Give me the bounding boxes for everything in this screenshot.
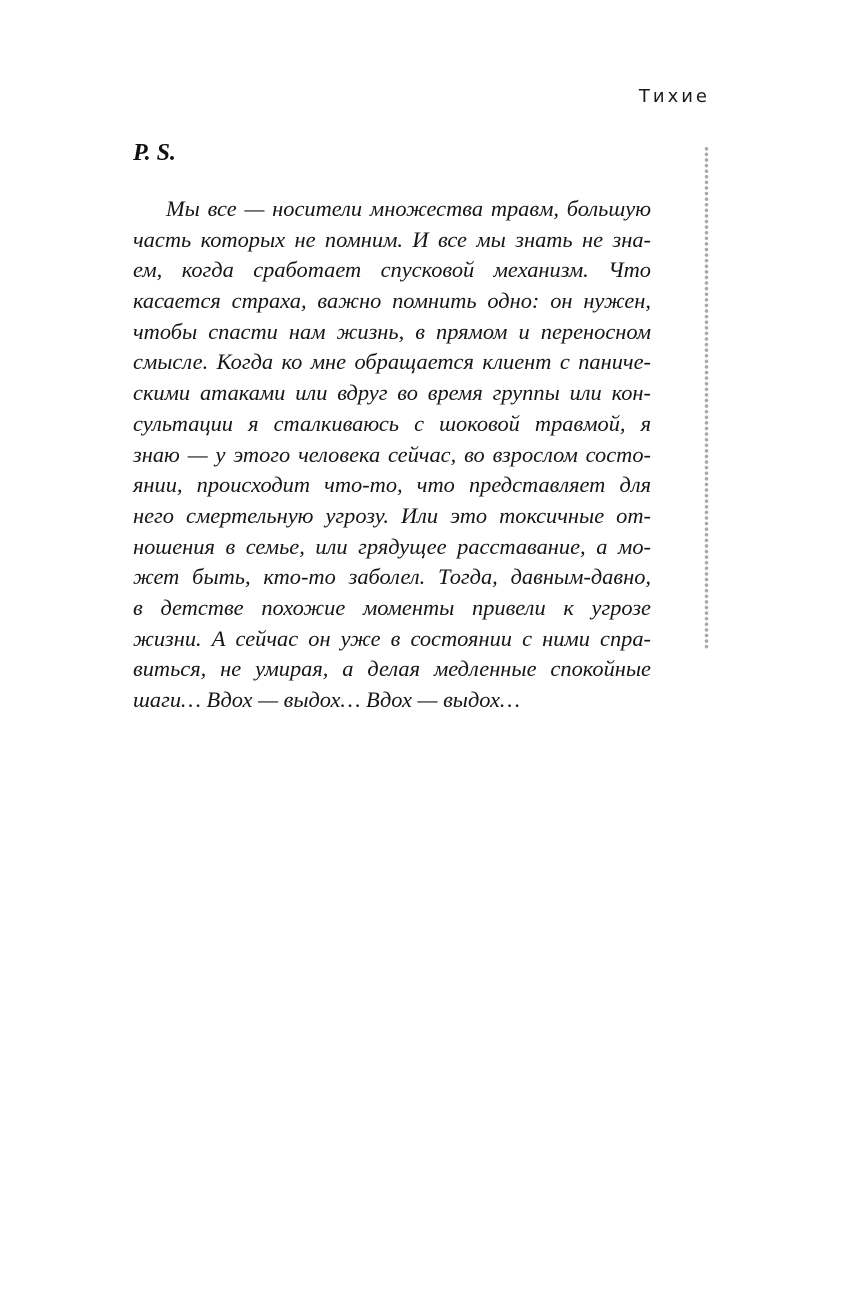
- paragraph-line: касается страха, важно помнить одно: он нужен,: [133, 288, 651, 314]
- body-paragraph: [133, 194, 651, 716]
- paragraph-line: Мы все — носители множества травм, большую: [166, 196, 651, 221]
- paragraph-line: знаю — у этого человека сейчас, во взрослом состо-: [133, 441, 651, 467]
- paragraph-line: смысле. Когда ко мне обращается клиент с паниче-: [133, 349, 651, 375]
- paragraph-line: виться, не умирая, а делая медленные спокойные: [133, 656, 651, 682]
- dotted-margin-rule: [703, 146, 710, 649]
- paragraph-line: в детстве похожие моменты привели к угрозе: [133, 594, 651, 620]
- paragraph-line: жизни. А сейчас он уже в состоянии с ними спра-: [133, 625, 651, 651]
- paragraph-line: янии, происходит что-то, что представляет для: [133, 472, 651, 498]
- paragraph-line: него смертельную угрозу. Или это токсичные от-: [133, 502, 651, 528]
- paragraph-line: ношения в семье, или грядущее расставание, а мо-: [133, 533, 651, 559]
- paragraph-line: часть которых не помним. И все мы знать не зна-: [133, 226, 651, 252]
- paragraph-line: шаги… Вдох — выдох… Вдох — выдох…: [133, 687, 520, 712]
- running-header: Тихие: [638, 86, 710, 107]
- paragraph-line: жет быть, кто-то заболел. Тогда, давным-давно,: [133, 564, 651, 590]
- paragraph-line: скими атаками или вдруг во время группы или кон-: [133, 380, 651, 406]
- paragraph-line: сультации я сталкиваюсь с шоковой травмой, я: [133, 410, 651, 436]
- paragraph-line: ем, когда сработает спусковой механизм. Что: [133, 257, 651, 283]
- paragraph-line: чтобы спасти нам жизнь, в прямом и переносном: [133, 318, 651, 344]
- section-title: P. S.: [133, 140, 176, 166]
